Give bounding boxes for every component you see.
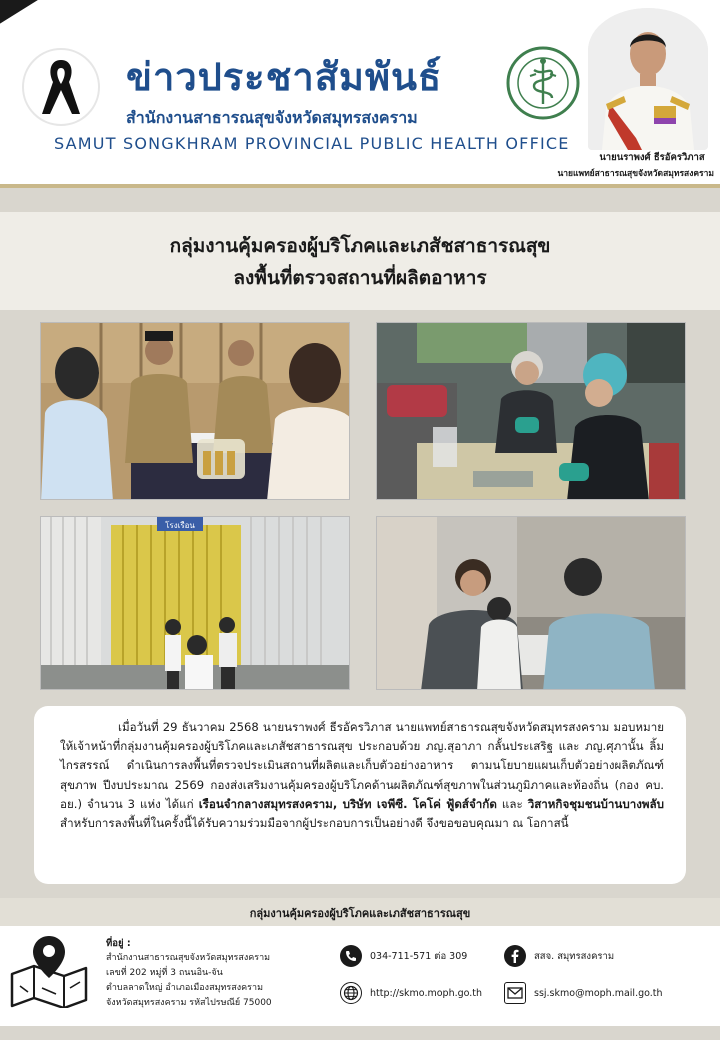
page-title: ข่าวประชาสัมพันธ์ (126, 55, 443, 99)
address-line-1: สำนักงานสาธารณสุขจังหวัดสมุทรสงคราม (106, 953, 271, 963)
photo-facility-inspection (376, 516, 686, 690)
article-body: เมื่อวันที่ 29 ธันวาคม 2568 นายนราพงศ์ ธีรอัครวิภาส นายแพทย์สาธารณสุขจังหวัดสมุทรสงคราม มอบหมายให้เจ้าหน้าที่กลุ่มงานคุ้มครองผู้บริโภคและเภสัชสาธารณสุข ประกอบด้วย ภญ.สุอาภา กลั้นประเสริฐ และ ภญ.ศุภานั้น ลิ้มไกรสรรณ์ ดำเนินการลงพื้นที่ตรวจประเมินสถานที่ผลิตและเก็บตัวอย่างอาหาร ตามนโยบายแผนเก็บตัวอย่างผลิตภัณฑ์สุขภาพ ปีงบประมาณ 2569 กองส่งเสริมงานคุ้มครองผู้บริโภคด้านผลิตภัณฑ์สุขภาพในส่วนภูมิภาคและท้องถิ่น (กอง คบ. อย.) จำนวน 3 แห่ง ได้แก่ เรือนจำกลางสมุทรสงคราม, บริษัท เจพีซี. โคโค่ ฟู้ดส์จำกัด และ วิสาหกิจชุมชนบ้านบางพลับ สำหรับการลงพื้นที่ในครั้งนี้ได้รับความร่วมมือจากผู้ประกอบการเป็นอย่างดี จึงขอขอบคุณมา ณ โอกาสนี้ (60, 720, 664, 831)
contact-email[interactable] (504, 982, 663, 1004)
official-role: นายแพทย์สาธารณสุขจังหวัดสมุทรสงคราม (557, 169, 714, 179)
article-card (34, 706, 686, 884)
photo-production-entrance (40, 516, 350, 690)
moph-logo (506, 46, 580, 120)
facebook-page: สสจ. สมุทรสงคราม (534, 950, 615, 962)
phone-number: 034-711-571 ต่อ 309 (370, 950, 468, 962)
photo-officials-sample (40, 322, 350, 500)
globe-icon (340, 982, 362, 1004)
article-places-bold-2: วิสาหกิจชุมชนบ้านบางพลับ (527, 796, 664, 811)
contact-facebook[interactable] (504, 945, 614, 967)
contact-website[interactable] (340, 982, 482, 1004)
website-url: http://skmo.moph.go.th (370, 987, 483, 999)
footer-title: กลุ่มงานคุ้มครองผู้บริโภคและเภสัชสาธารณสุข (249, 907, 471, 920)
headline-line-1: กลุ่มงานคุ้มครองผู้บริโภคและเภสัชสาธารณสุข (169, 235, 551, 257)
official-name: นายนราพงศ์ ธีรอัครวิภาส (599, 152, 705, 163)
photo-food-workers (376, 322, 686, 500)
room-sign-text: โรงเรือน (165, 521, 195, 530)
headline-line-2: ลงพื้นที่ตรวจสถานที่ผลิตอาหาร (233, 267, 487, 289)
address-line-4: จังหวัดสมุทรสงคราม รหัสไปรษณีย์ 75000 (106, 998, 272, 1008)
official-portrait (588, 8, 708, 150)
header-divider (0, 184, 720, 188)
black-ribbon-icon (38, 56, 84, 118)
phone-icon (340, 945, 362, 967)
mourning-band (0, 0, 194, 40)
office-name-en: SAMUT SONGKHRAM PROVINCIAL PUBLIC HEALTH OFFICE (54, 134, 570, 153)
office-name-th: สำนักงานสาธารณสุขจังหวัดสมุทรสงคราม (126, 108, 418, 127)
article-places-bold: เรือนจำกลางสมุทรสงคราม, บริษัท เจพีซี. โคโค่ ฟู้ดส์จำกัด (198, 796, 497, 811)
map-pin-icon (6, 930, 92, 1008)
mourning-badge (22, 48, 100, 126)
facebook-icon (504, 945, 526, 967)
address-line-3: ตำบลลาดใหญ่ อำเภอเมืองสมุทรสงคราม (106, 983, 263, 993)
address-line-2: เลขที่ 202 หมู่ที่ 3 ถนนอิน-จัน (106, 968, 223, 978)
contact-phone[interactable] (340, 945, 467, 967)
email-icon (504, 982, 526, 1004)
email-address: ssj.skmo@moph.mail.go.th (534, 987, 663, 999)
news-headline (0, 230, 720, 294)
address-label: ที่อยู่ : (106, 938, 131, 949)
page-header (0, 0, 720, 186)
